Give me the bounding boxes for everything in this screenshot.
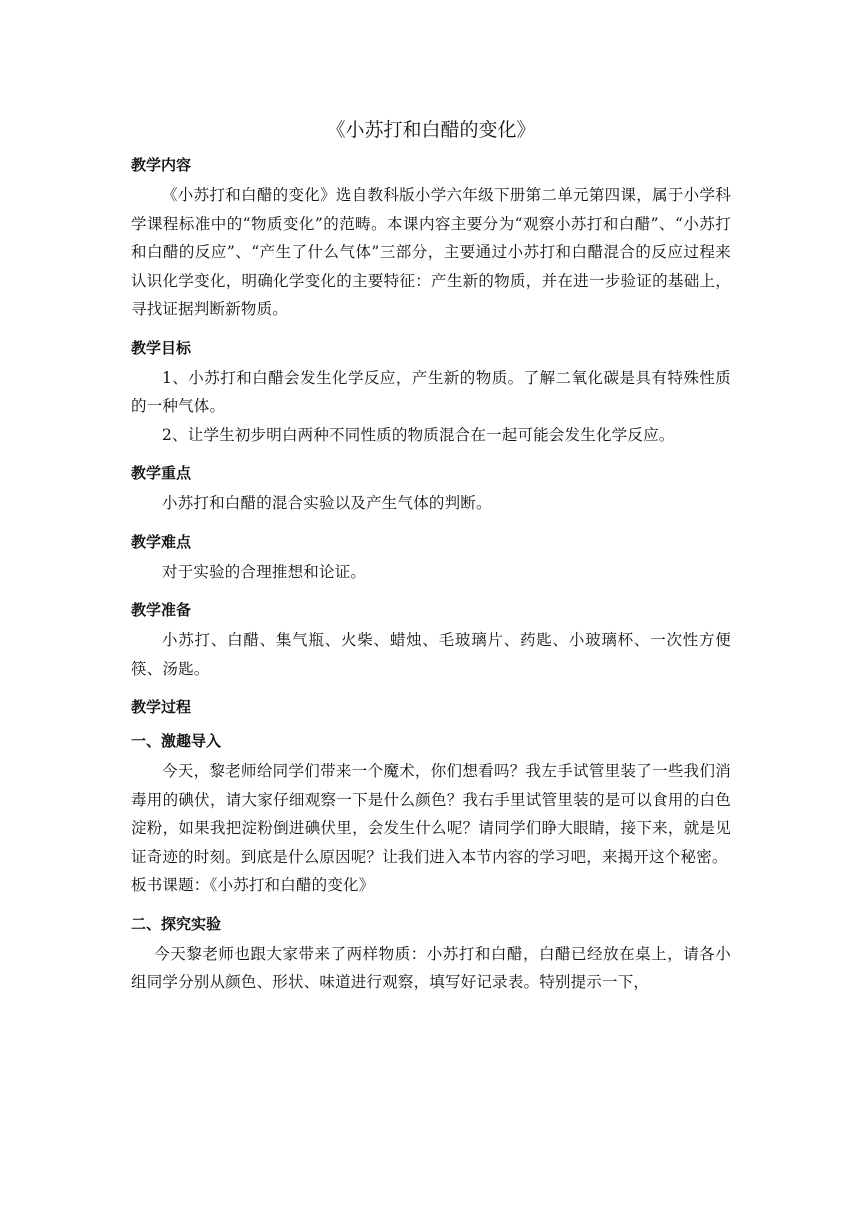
heading-part-1: 一、激趣导入 [131, 732, 222, 750]
heading-preparation: 教学准备 [131, 601, 192, 619]
heading-teaching-process: 教学过程 [131, 698, 192, 716]
paragraph-difficulties: 对于实验的合理推想和论证。 [162, 562, 367, 581]
page-title: 《小苏打和白醋的变化》 [326, 119, 536, 141]
paragraph-key-points: 小苏打和白醋的混合实验以及产生气体的判断。 [162, 494, 492, 512]
heading-part-2: 二、探究实验 [131, 914, 222, 933]
paragraph-part-2: 今天黎老师也跟大家带来了两样物质：小苏打和白醋，白醋已经放在桌上，请各小组同学分别从颜色、形状、味道进行观察，填写好记录表。特别提示一下， [131, 944, 731, 991]
heading-teaching-goals: 教学目标 [131, 338, 192, 357]
heading-difficulties: 教学难点 [131, 532, 192, 551]
heading-teaching-content: 教学内容 [131, 156, 192, 174]
paragraph-board-title: 板书课题：《小苏打和白醋的变化》 [131, 876, 375, 894]
paragraph-goal-2: 2、让学生初步明白两种不同性质的物质混合在一起可能会发生化学反应。 [162, 425, 675, 444]
paragraph-goal-1: 1、小苏打和白醋会发生化学反应，产生新的物质。了解二氧化碳是具有特殊性质的一种气体。 [131, 368, 731, 415]
paragraph-part-1: 今天，黎老师给同学们带来一个魔术，你们想看吗？我左手试管里装了一些我们消毒用的碘伏，请大家仔细观察一下是什么颜色？我右手里试管里装的是可以食用的白色淀粉，如果我把淀粉倒进碘伏里，会发生什么呢？请同学们睁大眼睛，接下来，就是见证奇迹的时刻。到底是什么原因呢？让我们进入本节内容的学习吧，来揭开这个秘密。 [131, 762, 731, 866]
heading-key-points: 教学重点 [131, 464, 192, 482]
paragraph-preparation: 小苏打、白醋、集气瓶、火柴、蜡烛、毛玻璃片、药匙、小玻璃杯、一次性方便筷、汤匙。 [131, 631, 731, 678]
paragraph-teaching-content: 《小苏打和白醋的变化》选自教科版小学六年级下册第二单元第四课，属于小学科学课程标准中的“物质变化”的范畴。本课内容主要分为“观察小苏打和白醋”、“小苏打和白醋的反应”、“产生了什么气体”三部分，主要通过小苏打和白醋混合的反应过程来认识化学变化，明确化学变化的主要特征：产生新的物质，并在进一步验证的基础上，寻找证据判断新物质。 [131, 186, 731, 318]
document-body [131, 117, 731, 997]
